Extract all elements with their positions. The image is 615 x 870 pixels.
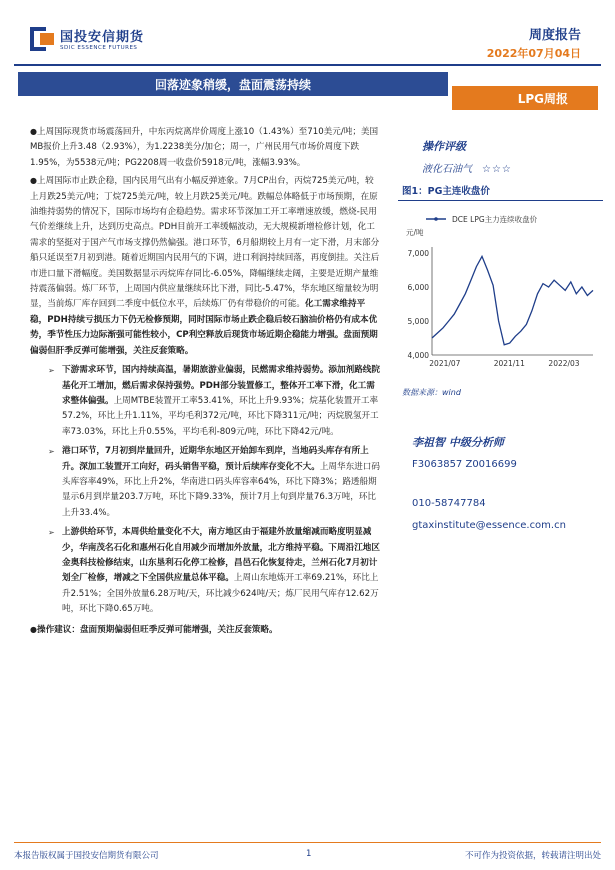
price-chart	[398, 205, 603, 385]
legend-label: DCE LPG主力连续收盘价	[452, 215, 538, 224]
x-tick-label: 2022/03	[548, 359, 580, 368]
price-chart-svg	[398, 205, 603, 385]
figure-title: 图1：PG主连收盘价	[402, 186, 490, 197]
category-tag-label: LPG周报	[517, 92, 568, 106]
y-axis-unit: 元/吨	[406, 228, 424, 237]
footer-copyright: 本报告版权属于国投安信期货有限公司	[14, 851, 159, 861]
report-type: 周度报告	[528, 28, 581, 43]
price-series-line	[432, 256, 593, 344]
y-tick-label: 6,000	[407, 283, 429, 292]
arrow-bullet-icon: ➢	[48, 366, 55, 376]
rating-title: 操作评级	[422, 140, 466, 153]
arrow-bullet-icon: ➢	[48, 447, 55, 457]
analyst-ids: F3063857 Z0016699	[412, 459, 517, 470]
page-number: 1	[306, 849, 312, 859]
company-logo	[30, 26, 144, 51]
y-tick-label: 7,000	[407, 249, 429, 258]
y-tick-label: 5,000	[407, 317, 429, 326]
title-bar	[18, 72, 448, 96]
y-tick-label: 4,000	[407, 351, 429, 360]
analyst-block	[412, 434, 612, 531]
list-item-demand: ➢ 下游需求环节，国内持续高温，暑期旅游业偏弱，民燃需求维持弱势。添加剂路线院基化开工增加，燃后需求保持强势。PDH部分装置修工，整体开工率下滑，化工需求整体偏强。上周MTBE装置开工率53.41%，环比上升9.93%；烷基化装置开工率57.2%，环比上升1.11%，平均毛利372元/吨，环比下降311元/吨；丙烷脱氢开工率73.03%，环比上升0.55%，平均毛利-809元/吨，环比下降42元/吨。	[48, 365, 380, 437]
category-tag	[452, 86, 598, 110]
analyst-email[interactable]: gtaxinstitute@essence.com.cn	[412, 520, 566, 531]
x-tick-label: 2021/11	[493, 359, 525, 368]
operation-advice: ●操作建议：盘面预期偏弱但旺季反弹可能增强，关注反套策略。	[30, 624, 278, 635]
report-date: 2022年07月04日	[486, 47, 581, 60]
top-rule	[14, 64, 601, 66]
list-item-supply: ➢ 上游供给环节，本周供给量变化不大，南方地区由于福建外放量缩减而略度明显减少，华南茂名石化和惠州石化自用减少而增加外放量，北方维持平稳。下周沿江地区金奥科技检修结束，山东垦利石化停工检修，昌邑石化恢复待走，兰州石化7月初计划全厂检修，增减之下全国供应量总体平稳。上周山东地炼开工率69.21%，环比上升2.51%；全国外放量6.28万吨/天，环比减少624吨/天；炼厂民用气库存12.62万吨，环比下降0.65万吨。	[48, 527, 380, 615]
sidebar	[398, 138, 603, 398]
rating-product: 液化石油气	[422, 164, 472, 175]
rating-item	[422, 160, 603, 175]
legend-marker	[434, 217, 438, 221]
logo-mark-icon	[30, 27, 54, 51]
report-title: 回落迹象稍缓，盘面震荡持续	[154, 78, 311, 92]
figure-rule	[398, 200, 603, 201]
list-item-port: ➢ 港口环节，7月初到岸量回升，近期华东地区开始卸车到岸，当地码头库存有所上升。深加工装置开工向好，码头销售平稳，预计后续库存变化不大。上周华东进口码头库容率49%，环比上升2%，华南进口码头库容率64%，环比下降3%；路透船期显示6月到岸量203.7万吨，环比下降9.33%，预计7月上旬到岸量76.3万吨，环比上升33.4%。	[48, 446, 380, 518]
x-tick-label: 2021/07	[429, 359, 461, 368]
paragraph-analysis: ●上周国际市止跌企稳，国内民用气出有小幅反弹迹象。7月CP出台，丙烷725美元/吨，较上月跌25美元/吨；丁烷725美元/吨，较上月跌25美元/吨。跌幅总体略低于市场预期，在原油维持弱势的情况下，国际市场均有企稳趋势。需求环节深加工开工率增速放缓，燃烧-民用气价差继续上升，达到历史高点。PDH目前开工率缓幅波动，无大规模新增检修计划，化工需求的坚挺对于国产气市场支撑仍然偏强。港口环节，6月船期较上月有一定下滑，月末部分船只延误至7月初到港。随着近期国内民用气的下调，进口利润持续回落，再度倒挂。关注后市进口量下滑幅度。美国数据显示丙烷库存同比-6.05%，降幅继续走阔，主要是近期产量维持震荡偏弱。炼厂环节，上周国内供应量继续环比下滑，同比-5.47%，华东地区缩量较为明显，当前炼厂库存回到二季度中低位水平，后续炼厂仍有带稳价的可能。化工需求维持平稳，PDH持续亏损压力下仍无检修预期，同时国际市场止跌企稳后较石脑油价格仍有成本优势，季节性压力边际渐强可能性较小，CP利空释放后现货市场近期企稳能力增强。盘面预期偏弱但肝季反弹可能增强，关注反套策略。	[30, 176, 380, 356]
paragraph-market: ●上周国际现货市场震荡回升，中东丙烷离岸价周度上涨10（1.43%）至710美元/吨；美国MB报价上升3.48（2.93%），为1.2238美分/加仑；周一，广州民用气市场价周度下跌1.95%，为5538元/吨；PG2208周一收盘价5918元/吨，涨幅3.93%。	[30, 127, 379, 168]
bullet-icon: ●	[30, 176, 37, 186]
logo-en: SDIC ESSENCE FUTURES	[60, 45, 138, 51]
bullet-icon: ●	[30, 127, 37, 136]
footer-disclaimer: 不可作为投资依据，转载请注明出处	[464, 851, 601, 861]
data-source: 数据来源：wind	[402, 388, 461, 397]
analyst-phone: 010-58747784	[412, 498, 486, 509]
footer-rule	[14, 842, 601, 843]
rating-stars-icon: ☆☆☆	[482, 164, 512, 175]
analyst-name: 李祖智 中级分析师	[412, 436, 504, 449]
main-text	[30, 124, 382, 638]
bullet-icon: ●	[30, 624, 37, 634]
sub-list	[48, 363, 382, 618]
arrow-bullet-icon: ➢	[48, 528, 55, 538]
logo-cn: 国投安信期货	[60, 30, 145, 45]
